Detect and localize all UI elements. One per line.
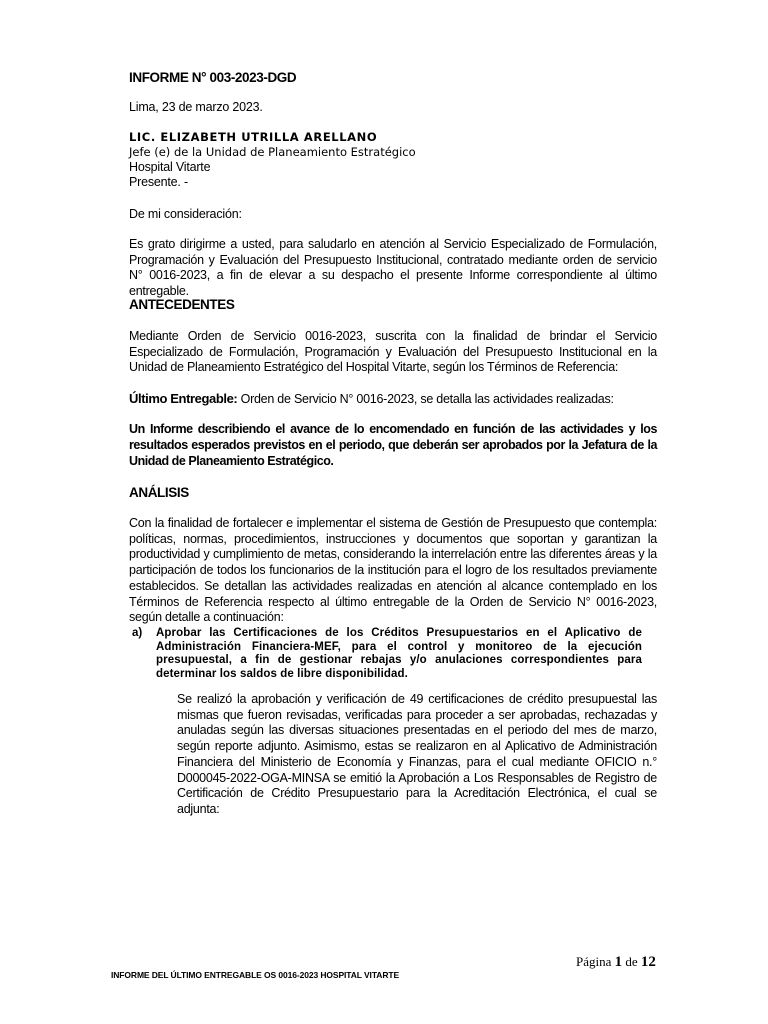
total-pages: 12 bbox=[640, 954, 656, 970]
analisis-heading: ANÁLISIS bbox=[129, 485, 189, 500]
recipient-role: Jefe (e) de la Unidad de Planeamiento Estratégico bbox=[129, 145, 416, 159]
list-item-label: a) bbox=[132, 627, 143, 639]
analisis-paragraph: Con la finalidad de fortalecer e implementar el sistema de Gestión de Presupuesto que contempla: políticas, normas, procedimientos, instrucciones y documentos que soportan y garantizan la productividad y cumplimiento de metas, considerando la interrelación entre las diferentes áreas y la participación de todos los funcionarios de la institución para el logro de los resultados previamente establecidos. Se detallan las actividades realizadas en atención al alcance contemplado en los Términos de Referencia respecto al último entregable de la Orden de Servicio N° 0016-2023, según detalle a continuación: bbox=[129, 516, 657, 625]
greeting: De mi consideración: bbox=[129, 207, 242, 221]
recipient-institution: Hospital Vitarte bbox=[129, 160, 211, 174]
current-page: 1 bbox=[614, 954, 623, 970]
page-number: Página 1 de 12 bbox=[576, 954, 656, 970]
list-item-body: Se realizó la aprobación y verificación de 49 certificaciones de crédito presupuestal las mismas que fueron revisadas, verificadas para proceder a ser aprobadas, rechazadas y anuladas según las diversas situaciones presentadas en el periodo del mes de marzo, según reporte adjunto. Asimismo, estas se realizaron en al Aplicativo de Administración Financiera del Ministerio de Economía y Finanzas, para el cual mediante OFICIO n.° D000045-2022-OGA-MINSA se emitió la Aprobación a Los Responsables de Registro de Certificación de Crédito Presupuestario para la Acreditación Electrónica, el cual se adjunta: bbox=[177, 692, 657, 816]
report-date: Lima, 23 de marzo 2023. bbox=[129, 100, 263, 114]
page-footer: INFORME DEL ÚLTIMO ENTREGABLE OS 0016-2023 HOSPITAL VITARTE bbox=[111, 970, 400, 980]
entregable-description: Un Informe describiendo el avance de lo encomendado en función de las actividades y los resultados esperados previstos en el periodo, que deberán ser aprobados por la Jefatura de la Unidad de Planeamiento Estratégico. bbox=[129, 422, 657, 468]
recipient-presente: Presente. - bbox=[129, 175, 188, 189]
recipient-block bbox=[129, 130, 416, 190]
antecedentes-paragraph: Mediante Orden de Servicio 0016-2023, suscrita con la finalidad de brindar el Servicio Especializado de Formulación, Programación y Evaluación del Presupuesto Institucional en la Unidad de Planeamiento Estratégico del Hospital Vitarte, según los Términos de Referencia: bbox=[129, 329, 657, 375]
ultimo-entregable-text: Orden de Servicio N° 0016-2023, se detalla las actividades realizadas: bbox=[237, 392, 614, 406]
ultimo-entregable-label: Último Entregable: bbox=[129, 391, 238, 406]
recipient-name: LIC. ELIZABETH UTRILLA ARELLANO bbox=[129, 130, 378, 144]
list-item-title: Aprobar las Certificaciones de los Créditos Presupuestarios en el Aplicativo de Administración Financiera-MEF, para el control y monitoreo de la ejecución presupuestal, a fin de gestionar rebajas y/o anulaciones correspondientes para determinar los saldos de libre disponibilidad. bbox=[156, 627, 642, 680]
antecedentes-heading: ANTECEDENTES bbox=[129, 297, 235, 312]
ultimo-entregable-line bbox=[129, 391, 614, 406]
report-title: INFORME N° 003-2023-DGD bbox=[129, 70, 297, 85]
intro-paragraph: Es grato dirigirme a usted, para saludarlo en atención al Servicio Especializado de Formulación, Programación y Evaluación del Presupuesto Institucional, contratado mediante orden de servicio N° 0016-2023, a fin de elevar a su despacho el presente Informe correspondiente al último entregable. bbox=[129, 237, 657, 299]
